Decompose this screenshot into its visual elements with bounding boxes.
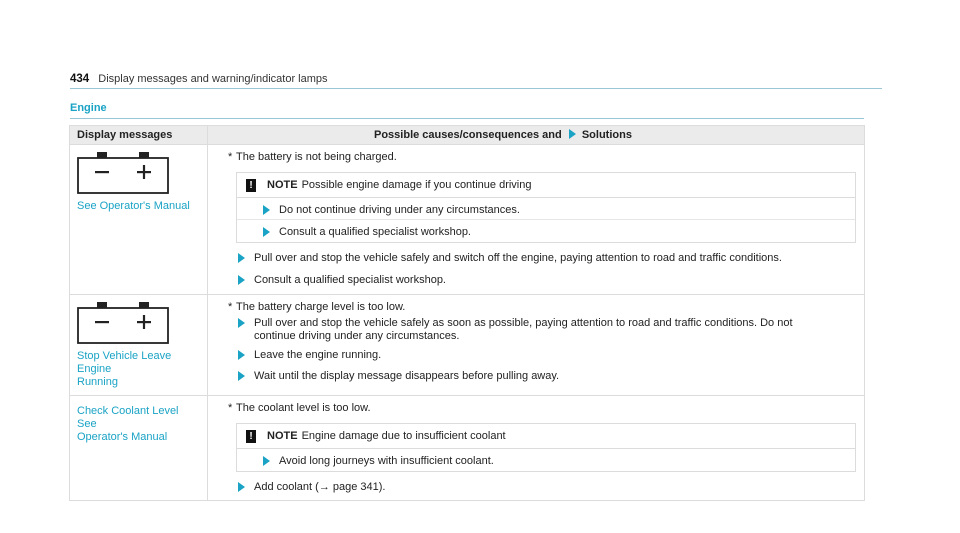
note-body xyxy=(237,449,855,471)
step-text: Add coolant (→ page 341). xyxy=(254,481,386,493)
list-item xyxy=(237,198,855,220)
step-text: Consult a qualified specialist workshop. xyxy=(279,226,471,238)
step-text: Pull over and stop the vehicle safely and switch off the engine, paying attention to road and traffic conditions. xyxy=(254,252,782,264)
arrow-right-icon xyxy=(238,371,245,381)
solutions-cell xyxy=(208,145,865,295)
battery-icon xyxy=(77,151,169,194)
message-cell xyxy=(70,396,208,501)
note-box xyxy=(236,172,856,243)
cause-text xyxy=(216,295,856,314)
list-item xyxy=(216,346,856,364)
arrow-right-icon xyxy=(238,275,245,285)
step-text: Avoid long journeys with insufficient coolant. xyxy=(279,455,494,467)
table-row xyxy=(70,295,865,396)
arrow-right-icon xyxy=(238,318,245,328)
cause-text xyxy=(216,145,856,164)
note-label: NOTE xyxy=(267,430,298,442)
list-item xyxy=(216,271,856,289)
cause-label: The battery charge level is too low. xyxy=(236,301,406,313)
step-text: Pull over and stop the vehicle safely as soon as possible, paying attention to road and traffic conditions. Do not continue driving under any circumstances. xyxy=(254,317,793,342)
table-row xyxy=(70,145,865,295)
table-row xyxy=(70,396,865,501)
col-header-solutions-label: Solutions xyxy=(581,129,632,141)
list-item xyxy=(237,220,855,242)
asterisk-bullet: * xyxy=(228,301,233,313)
list-item xyxy=(216,314,856,343)
list-item xyxy=(237,449,855,471)
step-text: Do not continue driving under any circumstances. xyxy=(279,204,520,216)
page-title: Display messages and warning/indicator lamps xyxy=(98,73,328,85)
table-header-row xyxy=(70,126,865,145)
asterisk-bullet: * xyxy=(228,402,233,414)
note-label: NOTE xyxy=(267,179,298,191)
arrow-right-icon xyxy=(238,253,245,263)
asterisk-bullet: * xyxy=(228,151,233,163)
note-text: Engine damage due to insufficient coolant xyxy=(301,430,506,442)
display-messages-table xyxy=(69,125,865,501)
col-header-display-messages: Display messages xyxy=(70,126,208,145)
display-message-text[interactable]: See Operator's Manual xyxy=(77,200,190,212)
note-text: Possible engine damage if you continue driving xyxy=(301,179,532,191)
display-message-text[interactable] xyxy=(77,350,201,389)
page-header xyxy=(70,73,882,89)
section-divider xyxy=(70,118,864,119)
message-line: Running xyxy=(77,376,118,388)
list-item xyxy=(216,478,856,496)
section-title: Engine xyxy=(70,102,107,114)
message-line: Check Coolant Level See xyxy=(77,405,179,430)
cause-label: The coolant level is too low. xyxy=(236,402,371,414)
note-body xyxy=(237,198,855,242)
col-header-causes-label: Possible causes/consequences and xyxy=(374,129,562,141)
cause-label: The battery is not being charged. xyxy=(236,151,397,163)
page-number: 434 xyxy=(70,73,90,85)
battery-icon xyxy=(77,301,169,344)
message-cell xyxy=(70,145,208,295)
list-item xyxy=(216,367,856,385)
arrow-right-icon xyxy=(238,482,245,492)
warning-icon: ! xyxy=(246,179,256,192)
note-header xyxy=(237,173,855,198)
arrow-right-icon xyxy=(569,129,576,139)
step-text: Consult a qualified specialist workshop. xyxy=(254,274,446,286)
note-header xyxy=(237,424,855,449)
solutions-cell xyxy=(208,295,865,396)
col-header-causes-solutions xyxy=(208,126,865,145)
list-item xyxy=(216,249,856,267)
message-line: Stop Vehicle Leave Engine xyxy=(77,350,172,375)
arrow-right-icon xyxy=(263,227,270,237)
arrow-right-icon xyxy=(263,456,270,466)
step-text: Leave the engine running. xyxy=(254,349,382,361)
message-line: Operator's Manual xyxy=(77,431,168,443)
solutions-cell xyxy=(208,396,865,501)
arrow-right-icon xyxy=(263,205,270,215)
step-text: Wait until the display message disappears before pulling away. xyxy=(254,370,560,382)
message-cell xyxy=(70,295,208,396)
cause-text xyxy=(216,396,856,415)
arrow-right-icon xyxy=(238,350,245,360)
display-message-text[interactable] xyxy=(77,405,201,444)
note-box xyxy=(236,423,856,472)
warning-icon: ! xyxy=(246,430,256,443)
